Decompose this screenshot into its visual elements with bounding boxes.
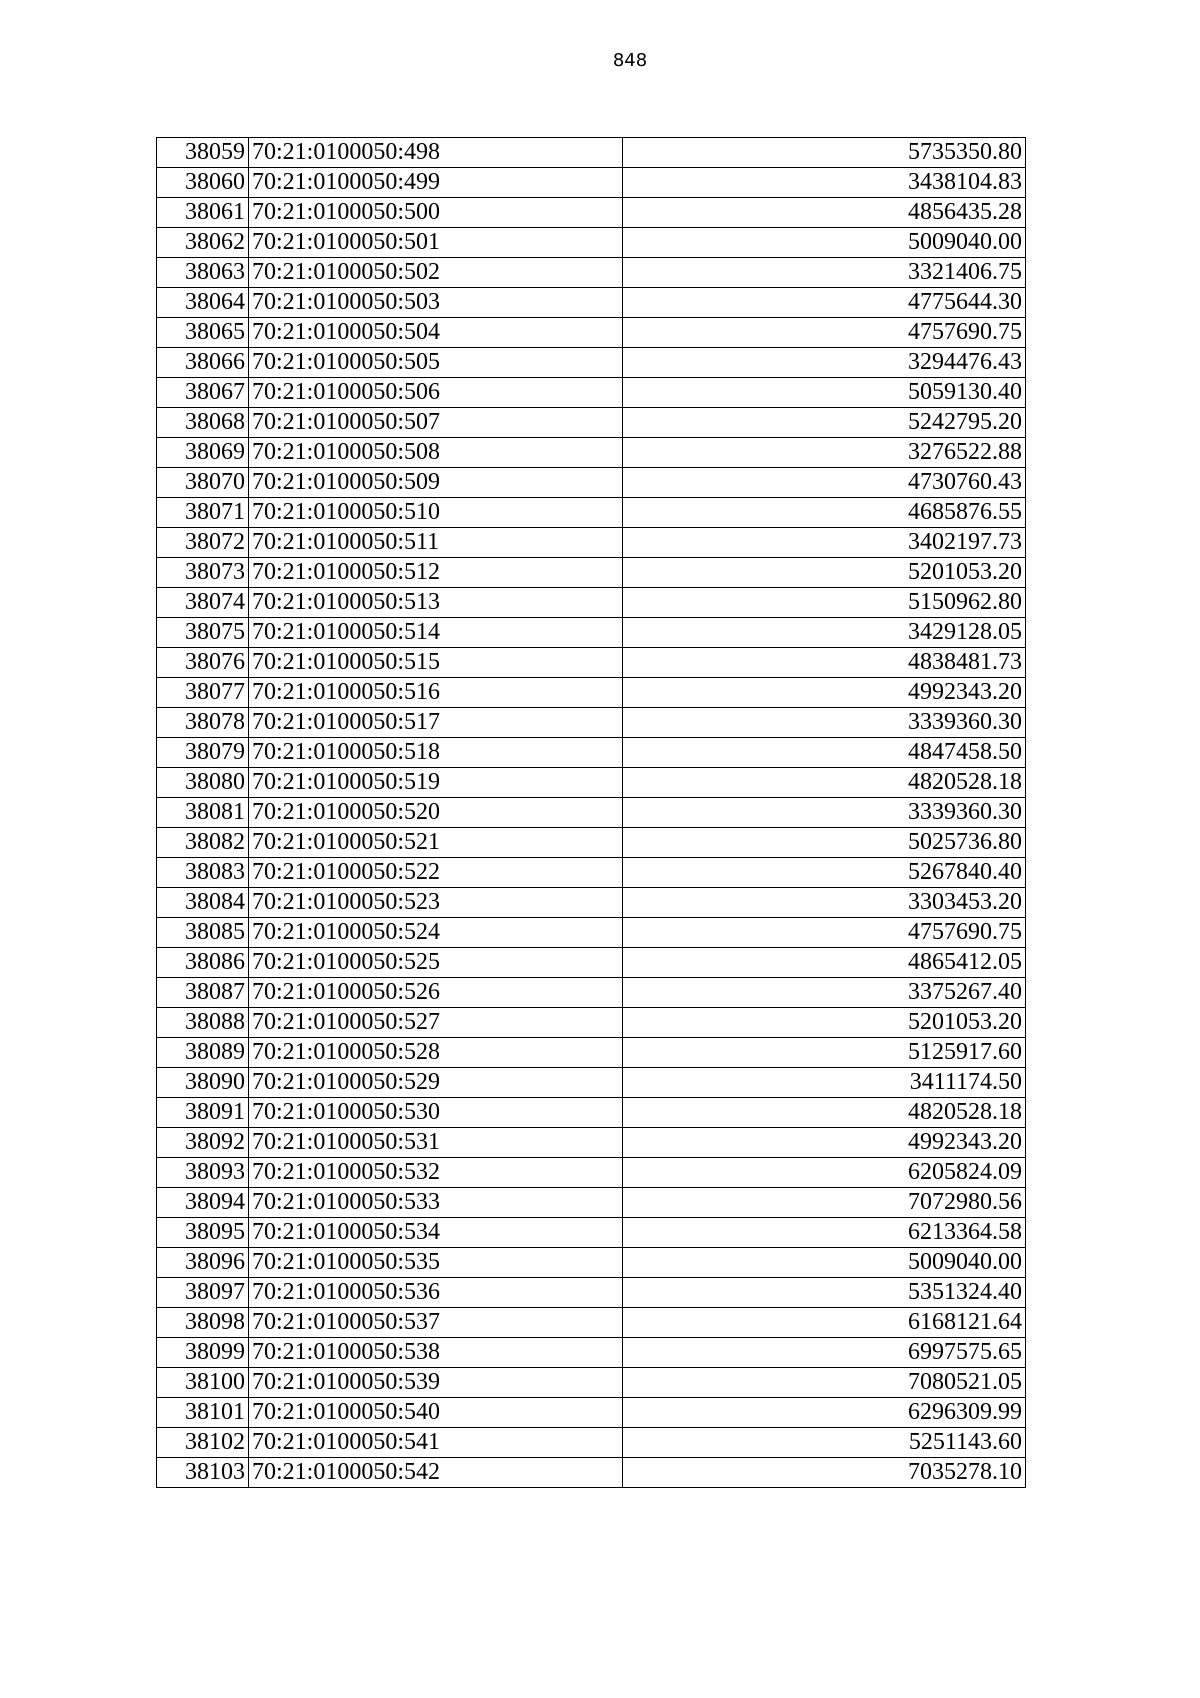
row-number-cell: 38089: [157, 1038, 249, 1068]
cadastral-number-cell: 70:21:0100050:520: [249, 798, 623, 828]
value-cell: 3438104.83: [623, 168, 1026, 198]
cadastral-number-cell: 70:21:0100050:535: [249, 1248, 623, 1278]
table-row: [157, 498, 1026, 528]
table-row: [157, 768, 1026, 798]
cadastral-number-cell: 70:21:0100050:534: [249, 1218, 623, 1248]
cadastral-number-cell: 70:21:0100050:527: [249, 1008, 623, 1038]
cadastral-number-cell: 70:21:0100050:525: [249, 948, 623, 978]
row-number-cell: 38082: [157, 828, 249, 858]
row-number-cell: 38102: [157, 1428, 249, 1458]
value-cell: 7072980.56: [623, 1188, 1026, 1218]
cadastral-number-cell: 70:21:0100050:539: [249, 1368, 623, 1398]
value-cell: 3402197.73: [623, 528, 1026, 558]
cadastral-number-cell: 70:21:0100050:523: [249, 888, 623, 918]
value-cell: 5201053.20: [623, 1008, 1026, 1038]
row-number-cell: 38077: [157, 678, 249, 708]
row-number-cell: 38076: [157, 648, 249, 678]
table-row: [157, 1398, 1026, 1428]
value-cell: 4775644.30: [623, 288, 1026, 318]
table-row: [157, 528, 1026, 558]
table-row: [157, 738, 1026, 768]
value-cell: 4992343.20: [623, 1128, 1026, 1158]
table-row: [157, 888, 1026, 918]
value-cell: 6296309.99: [623, 1398, 1026, 1428]
cadastral-number-cell: 70:21:0100050:512: [249, 558, 623, 588]
row-number-cell: 38101: [157, 1398, 249, 1428]
cadastral-number-cell: 70:21:0100050:519: [249, 768, 623, 798]
table-row: [157, 618, 1026, 648]
table-row: [157, 678, 1026, 708]
row-number-cell: 38072: [157, 528, 249, 558]
value-cell: 4820528.18: [623, 1098, 1026, 1128]
value-cell: 6997575.65: [623, 1338, 1026, 1368]
cadastral-number-cell: 70:21:0100050:522: [249, 858, 623, 888]
cadastral-number-cell: 70:21:0100050:541: [249, 1428, 623, 1458]
value-cell: 5025736.80: [623, 828, 1026, 858]
table-row: [157, 1008, 1026, 1038]
value-cell: 3429128.05: [623, 618, 1026, 648]
cadastral-number-cell: 70:21:0100050:540: [249, 1398, 623, 1428]
row-number-cell: 38098: [157, 1308, 249, 1338]
cadastral-number-cell: 70:21:0100050:504: [249, 318, 623, 348]
row-number-cell: 38099: [157, 1338, 249, 1368]
row-number-cell: 38074: [157, 588, 249, 618]
row-number-cell: 38073: [157, 558, 249, 588]
row-number-cell: 38100: [157, 1368, 249, 1398]
row-number-cell: 38065: [157, 318, 249, 348]
row-number-cell: 38092: [157, 1128, 249, 1158]
table-row: [157, 318, 1026, 348]
cadastral-number-cell: 70:21:0100050:502: [249, 258, 623, 288]
cadastral-number-cell: 70:21:0100050:513: [249, 588, 623, 618]
row-number-cell: 38067: [157, 378, 249, 408]
cadastral-number-cell: 70:21:0100050:531: [249, 1128, 623, 1158]
table-row: [157, 378, 1026, 408]
cadastral-number-cell: 70:21:0100050:537: [249, 1308, 623, 1338]
row-number-cell: 38095: [157, 1218, 249, 1248]
table-row: [157, 1158, 1026, 1188]
value-cell: 4757690.75: [623, 318, 1026, 348]
table-row: [157, 228, 1026, 258]
table-row: [157, 978, 1026, 1008]
cadastral-number-cell: 70:21:0100050:500: [249, 198, 623, 228]
table-row: [157, 948, 1026, 978]
table-row: [157, 138, 1026, 168]
cadastral-number-cell: 70:21:0100050:501: [249, 228, 623, 258]
cadastral-number-cell: 70:21:0100050:505: [249, 348, 623, 378]
cadastral-number-cell: 70:21:0100050:518: [249, 738, 623, 768]
page-number: 848: [612, 50, 648, 71]
data-table: [156, 137, 1026, 1488]
cadastral-number-cell: 70:21:0100050:506: [249, 378, 623, 408]
row-number-cell: 38086: [157, 948, 249, 978]
value-cell: 4820528.18: [623, 768, 1026, 798]
table-row: [157, 168, 1026, 198]
cadastral-number-cell: 70:21:0100050:503: [249, 288, 623, 318]
table-row: [157, 198, 1026, 228]
value-cell: 3303453.20: [623, 888, 1026, 918]
value-cell: 4730760.43: [623, 468, 1026, 498]
cadastral-number-cell: 70:21:0100050:521: [249, 828, 623, 858]
row-number-cell: 38093: [157, 1158, 249, 1188]
value-cell: 4838481.73: [623, 648, 1026, 678]
cadastral-number-cell: 70:21:0100050:498: [249, 138, 623, 168]
row-number-cell: 38080: [157, 768, 249, 798]
table-row: [157, 348, 1026, 378]
row-number-cell: 38059: [157, 138, 249, 168]
value-cell: 5251143.60: [623, 1428, 1026, 1458]
cadastral-number-cell: 70:21:0100050:532: [249, 1158, 623, 1188]
table-row: [157, 1248, 1026, 1278]
row-number-cell: 38062: [157, 228, 249, 258]
value-cell: 4685876.55: [623, 498, 1026, 528]
table-row: [157, 1128, 1026, 1158]
table-row: [157, 1068, 1026, 1098]
row-number-cell: 38085: [157, 918, 249, 948]
row-number-cell: 38063: [157, 258, 249, 288]
cadastral-number-cell: 70:21:0100050:542: [249, 1458, 623, 1488]
row-number-cell: 38083: [157, 858, 249, 888]
table-row: [157, 558, 1026, 588]
value-cell: 3375267.40: [623, 978, 1026, 1008]
table-row: [157, 708, 1026, 738]
value-cell: 3339360.30: [623, 798, 1026, 828]
cadastral-number-cell: 70:21:0100050:526: [249, 978, 623, 1008]
value-cell: 5735350.80: [623, 138, 1026, 168]
row-number-cell: 38068: [157, 408, 249, 438]
table-row: [157, 1098, 1026, 1128]
value-cell: 5125917.60: [623, 1038, 1026, 1068]
value-cell: 6205824.09: [623, 1158, 1026, 1188]
row-number-cell: 38071: [157, 498, 249, 528]
row-number-cell: 38096: [157, 1248, 249, 1278]
value-cell: 7035278.10: [623, 1458, 1026, 1488]
row-number-cell: 38061: [157, 198, 249, 228]
table-row: [157, 1458, 1026, 1488]
value-cell: 5267840.40: [623, 858, 1026, 888]
value-cell: 4847458.50: [623, 738, 1026, 768]
row-number-cell: 38060: [157, 168, 249, 198]
table-row: [157, 288, 1026, 318]
table-row: [157, 1368, 1026, 1398]
value-cell: 5150962.80: [623, 588, 1026, 618]
value-cell: 5009040.00: [623, 1248, 1026, 1278]
value-cell: 6168121.64: [623, 1308, 1026, 1338]
cadastral-number-cell: 70:21:0100050:529: [249, 1068, 623, 1098]
table-row: [157, 798, 1026, 828]
row-number-cell: 38066: [157, 348, 249, 378]
value-cell: 5009040.00: [623, 228, 1026, 258]
cadastral-number-cell: 70:21:0100050:516: [249, 678, 623, 708]
table-row: [157, 408, 1026, 438]
table-row: [157, 438, 1026, 468]
value-cell: 3294476.43: [623, 348, 1026, 378]
cadastral-number-cell: 70:21:0100050:530: [249, 1098, 623, 1128]
row-number-cell: 38064: [157, 288, 249, 318]
cadastral-number-cell: 70:21:0100050:499: [249, 168, 623, 198]
table-row: [157, 1428, 1026, 1458]
row-number-cell: 38081: [157, 798, 249, 828]
cadastral-number-cell: 70:21:0100050:510: [249, 498, 623, 528]
cadastral-number-cell: 70:21:0100050:514: [249, 618, 623, 648]
row-number-cell: 38075: [157, 618, 249, 648]
value-cell: 4992343.20: [623, 678, 1026, 708]
row-number-cell: 38079: [157, 738, 249, 768]
row-number-cell: 38090: [157, 1068, 249, 1098]
table-row: [157, 918, 1026, 948]
cadastral-number-cell: 70:21:0100050:533: [249, 1188, 623, 1218]
table-row: [157, 258, 1026, 288]
cadastral-number-cell: 70:21:0100050:508: [249, 438, 623, 468]
row-number-cell: 38088: [157, 1008, 249, 1038]
row-number-cell: 38070: [157, 468, 249, 498]
value-cell: 4757690.75: [623, 918, 1026, 948]
cadastral-number-cell: 70:21:0100050:515: [249, 648, 623, 678]
value-cell: 5242795.20: [623, 408, 1026, 438]
cadastral-number-cell: 70:21:0100050:517: [249, 708, 623, 738]
row-number-cell: 38078: [157, 708, 249, 738]
table-row: [157, 858, 1026, 888]
table-row: [157, 1038, 1026, 1068]
value-cell: 6213364.58: [623, 1218, 1026, 1248]
row-number-cell: 38069: [157, 438, 249, 468]
value-cell: 4856435.28: [623, 198, 1026, 228]
row-number-cell: 38097: [157, 1278, 249, 1308]
cadastral-number-cell: 70:21:0100050:507: [249, 408, 623, 438]
row-number-cell: 38087: [157, 978, 249, 1008]
table-row: [157, 648, 1026, 678]
row-number-cell: 38103: [157, 1458, 249, 1488]
cadastral-number-cell: 70:21:0100050:528: [249, 1038, 623, 1068]
table-body: [157, 138, 1026, 1488]
row-number-cell: 38091: [157, 1098, 249, 1128]
table-row: [157, 1338, 1026, 1368]
cadastral-number-cell: 70:21:0100050:538: [249, 1338, 623, 1368]
table-row: [157, 1188, 1026, 1218]
cadastral-number-cell: 70:21:0100050:536: [249, 1278, 623, 1308]
value-cell: 5351324.40: [623, 1278, 1026, 1308]
value-cell: 3411174.50: [623, 1068, 1026, 1098]
row-number-cell: 38084: [157, 888, 249, 918]
cadastral-number-cell: 70:21:0100050:509: [249, 468, 623, 498]
value-cell: 4865412.05: [623, 948, 1026, 978]
table-row: [157, 1278, 1026, 1308]
table-row: [157, 1308, 1026, 1338]
value-cell: 5201053.20: [623, 558, 1026, 588]
row-number-cell: 38094: [157, 1188, 249, 1218]
table-row: [157, 588, 1026, 618]
table-row: [157, 828, 1026, 858]
value-cell: 3339360.30: [623, 708, 1026, 738]
value-cell: 5059130.40: [623, 378, 1026, 408]
value-cell: 3321406.75: [623, 258, 1026, 288]
cadastral-number-cell: 70:21:0100050:511: [249, 528, 623, 558]
value-cell: 7080521.05: [623, 1368, 1026, 1398]
table-row: [157, 1218, 1026, 1248]
value-cell: 3276522.88: [623, 438, 1026, 468]
cadastral-number-cell: 70:21:0100050:524: [249, 918, 623, 948]
table-row: [157, 468, 1026, 498]
